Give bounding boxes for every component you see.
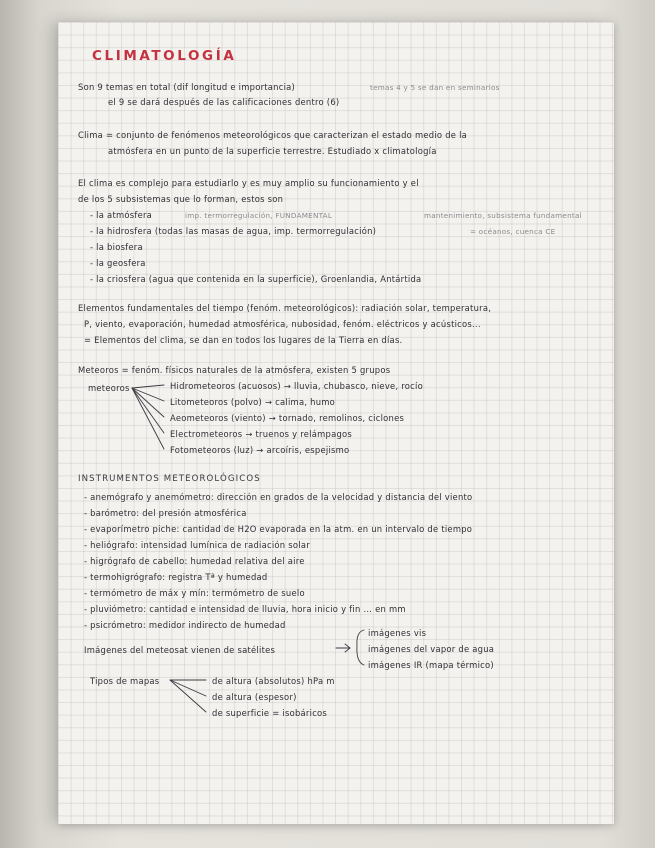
elements-line-3: = Elementos del clima, se dan en todos los lugares de la Tierra en días.: [84, 335, 403, 345]
definition-line-2: atmósfera en un punto de la superficie terrestre. Estudiado x climatología: [108, 146, 437, 156]
meteors-label: meteoros: [88, 383, 130, 393]
meteosat-item: imágenes IR (mapa térmico): [368, 660, 494, 670]
intro-line-1: Son 9 temas en total (dif longitud e importancia): [78, 82, 296, 92]
subsystem-item: - la criosfera (agua que contenida en la superficie), Groenlandia, Antártida: [90, 274, 422, 284]
instrument-item: - barómetro: del presión atmosférica: [84, 508, 247, 518]
complex-line-1: El clima es complejo para estudiarlo y es muy amplio su funcionamiento y el: [78, 178, 419, 188]
maps-arrow: [170, 680, 206, 712]
meteosat-arrow: [336, 644, 350, 652]
instrument-item: - evaporímetro piche: cantidad de H2O evaporada en la atm. en un intervalo de tiempo: [84, 524, 473, 534]
subsystem-note: = océanos, cuenca CE: [470, 227, 556, 236]
map-type-item: de superficie = isobáricos: [212, 708, 328, 718]
subsystem-note: mantenimiento, subsistema fundamental: [424, 211, 582, 220]
meteors-arrow: [132, 388, 164, 417]
map-type-item: de altura (absolutos) hPa m: [212, 676, 335, 686]
instruments-heading: INSTRUMENTOS METEOROLÓGICOS: [78, 474, 261, 484]
subsystem-item: - la hidrosfera (todas las masas de agua, imp. termorregulación): [90, 226, 377, 236]
meteors-definition: Meteoros = fenóm. físicos naturales de la atmósfera, existen 5 grupos: [78, 365, 391, 375]
meteors-arrow: [132, 388, 164, 449]
complex-line-2: de los 5 subsistemas que lo forman, estos son: [78, 194, 284, 204]
maps-arrow: [170, 680, 206, 696]
meteosat-label: Imágenes del meteosat vienen de satélites: [84, 645, 276, 655]
subsystem-item: - la geosfera: [90, 258, 146, 268]
elements-line-1: Elementos fundamentales del tiempo (fenóm. meteorológicos): radiación solar, temperatura,: [78, 303, 492, 313]
maps-label: Tipos de mapas: [90, 676, 160, 686]
map-type-item: de altura (espesor): [212, 692, 297, 702]
meteor-item: Aeometeoros (viento) → tornado, remolinos, ciclones: [170, 413, 405, 423]
instrument-item: - psicrómetro: medidor indirecto de humedad: [84, 620, 286, 630]
elements-line-2: P, viento, evaporación, humedad atmosférica, nubosidad, fenóm. eléctricos y acústicos...: [84, 319, 481, 329]
meteosat-item: imágenes del vapor de agua: [368, 644, 495, 654]
subsystem-item: - la atmósfera: [90, 210, 153, 220]
meteor-item: Litometeoros (polvo) → calima, humo: [170, 397, 336, 407]
meteors-arrow: [132, 385, 164, 388]
meteor-item: Electrometeoros → truenos y relámpagos: [170, 429, 353, 439]
instrument-item: - anemógrafo y anemómetro: dirección en grados de la velocidad y distancia del viento: [84, 492, 473, 502]
definition-line-1: Clima = conjunto de fenómenos meteorológicos que caracterizan el estado medio de la: [78, 130, 468, 140]
instrument-item: - termómetro de máx y mín: termómetro de suelo: [84, 588, 305, 598]
instrument-item: - pluviómetro: cantidad e intensidad de lluvia, hora inicio y fin ... en mm: [84, 604, 406, 614]
meteor-item: Fotometeoros (luz) → arcoíris, espejismo: [170, 445, 350, 455]
intro-line-2: el 9 se dará después de las calificaciones dentro (6): [108, 97, 340, 107]
page-title: CLIMATOLOGÍA: [92, 48, 237, 64]
instrument-item: - higrógrafo de cabello: humedad relativa del aire: [84, 556, 305, 566]
instrument-item: - termohigrógrafo: registra Tª y humedad: [84, 572, 268, 582]
intro-faint-note: temas 4 y 5 se dan en seminarios: [370, 83, 500, 92]
instrument-item: - heliógrafo: intensidad lumínica de radiación solar: [84, 540, 310, 550]
subsystem-item: - la biosfera: [90, 242, 143, 252]
meteor-item: Hidrometeoros (acuosos) → lluvia, chubasco, nieve, rocío: [170, 381, 423, 391]
meteosat-item: imágenes vis: [368, 628, 427, 638]
subsystem-note: imp. termorregulación, FUNDAMENTAL: [185, 211, 333, 220]
meteosat-brace: [357, 630, 364, 665]
